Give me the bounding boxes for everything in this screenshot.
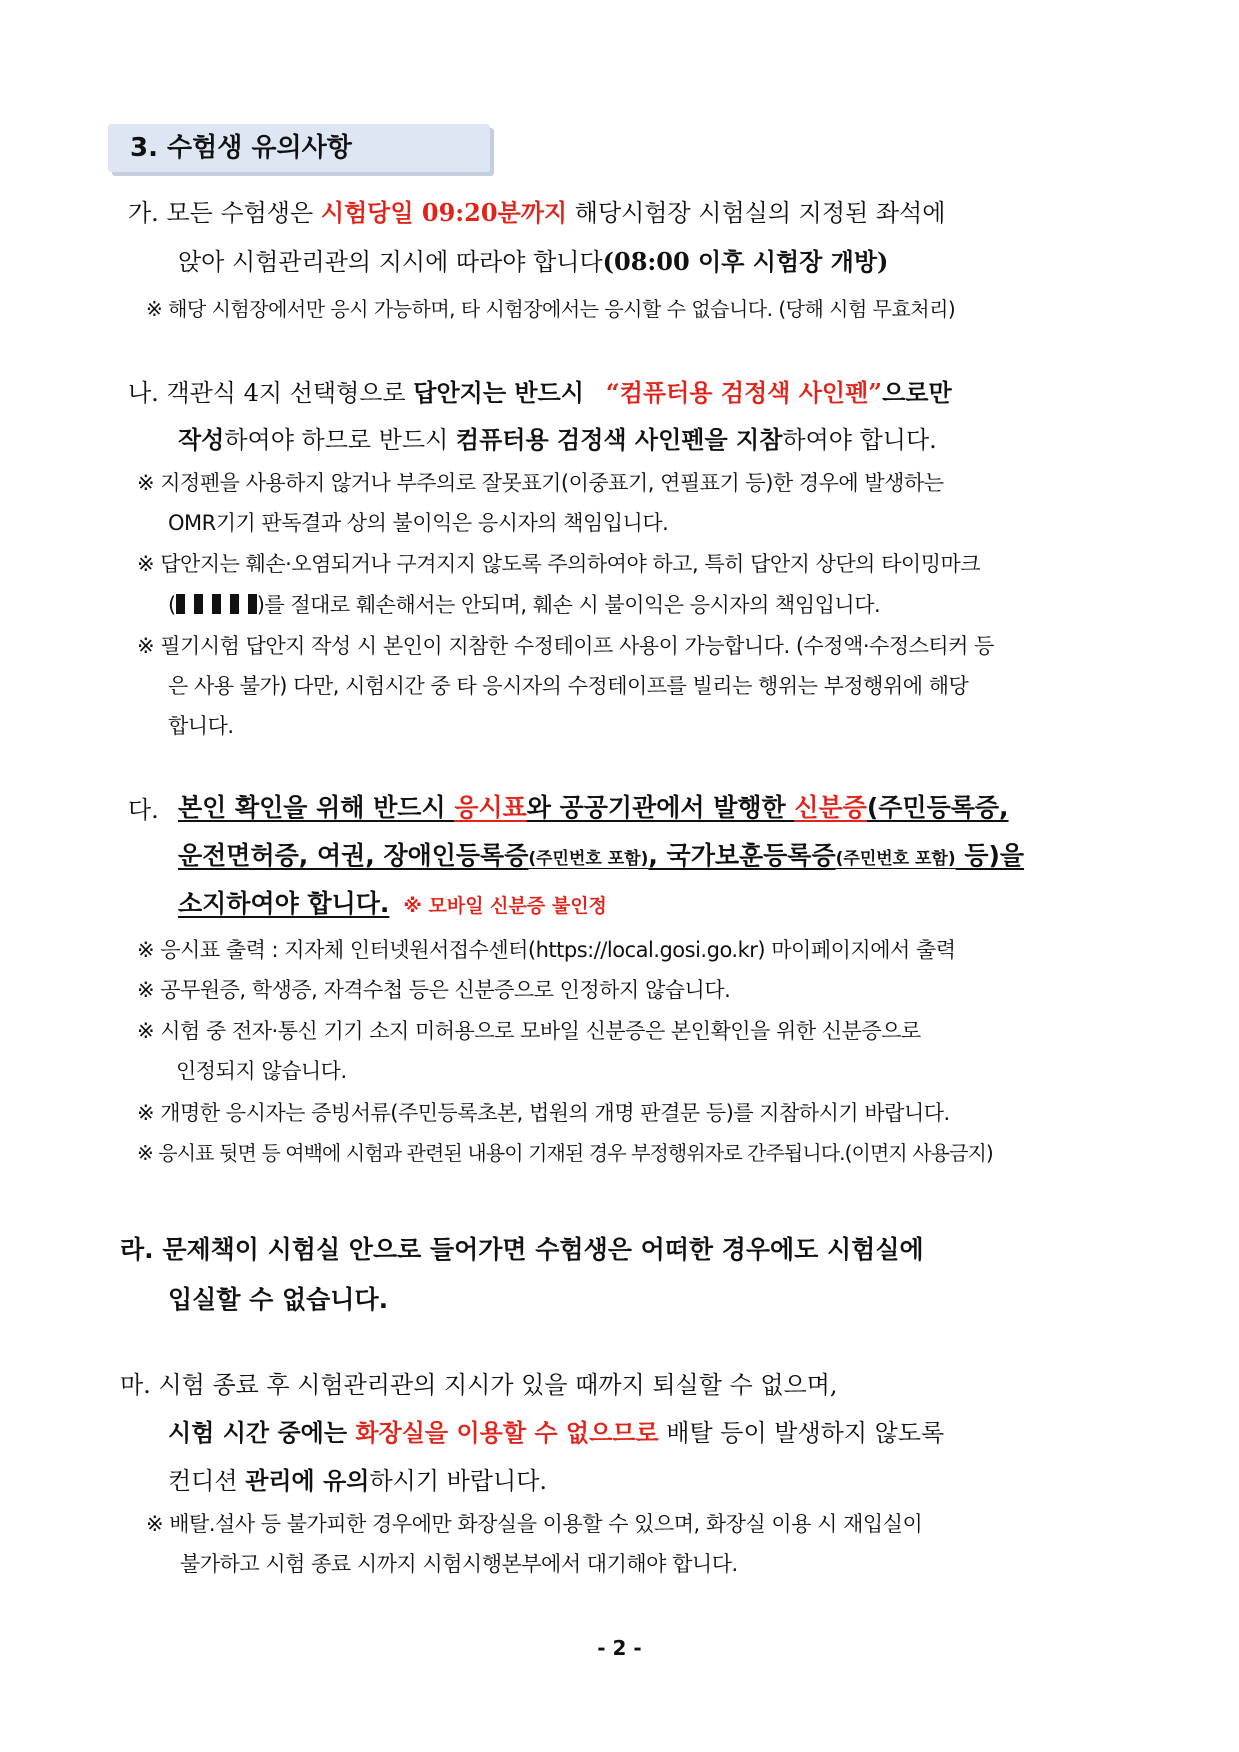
item-da-line3 [178, 884, 607, 920]
na-text-l2c: 컴퓨터용 검정색 사인펜을 지참 [455, 425, 783, 454]
item-na-line1 [128, 373, 952, 408]
ma-l3c: 하시기 바랍니다. [369, 1467, 548, 1495]
na-note2-line2 [168, 589, 880, 619]
na-text-b: 답안지는 반드시 [413, 378, 584, 407]
da-l2b: (주민번호 포함) [528, 849, 649, 869]
da-note4: ※ 개명한 응시자는 증빙서류(주민등록초본, 법원의 개명 판결문 등)를 지참하시기 바랍니다. [137, 1101, 950, 1125]
ga-deadline: 시험당일 09:20분까지 [320, 198, 568, 227]
ga-open-time: (08:00 이후 시험장 개방) [602, 247, 889, 276]
ga-text-l2a: 앉아 시험관리관의 지시에 따라야 합니다 [178, 248, 603, 276]
ma-l2a: 시험 시간 중에는 [168, 1418, 356, 1447]
item-ma-line1: 마. 시험 종료 후 시험관리관의 지시가 있을 때까지 퇴실할 수 없으며, [120, 1371, 838, 1399]
na-note3-line1: ※ 필기시험 답안지 작성 시 본인이 지참한 수정테이프 사용이 가능합니다. (수정액·수정스티커 등 [137, 634, 994, 658]
item-ma-line2 [168, 1413, 944, 1448]
ga-text-a: 가. 모든 수험생은 [128, 199, 321, 227]
na-text-l2a: 작성 [178, 425, 225, 454]
da-l3a: 소지하여야 합니다. [178, 889, 390, 918]
ga-note: ※ 해당 시험장에서만 응시 가능하며, 타 시험장에서는 응시할 수 없습니다. (당해 시험 무효처리) [146, 297, 956, 321]
item-ga-line1 [128, 193, 945, 228]
da-mobile-id-warning: ※ 모바일 신분증 불인정 [403, 895, 607, 917]
item-ra-line1: 라. 문제책이 시험실 안으로 들어가면 수험생은 어떠한 경우에도 시험실에 [120, 1235, 924, 1264]
da-text-a: 본인 확인을 위해 반드시 [178, 793, 455, 822]
item-ra-line2: 입실할 수 없습니다. [168, 1285, 389, 1314]
item-na-line2 [178, 420, 937, 455]
na-note3-line3: 합니다. [168, 714, 234, 738]
na-note2-line1: ※ 답안지는 훼손·오염되거나 구겨지지 않도록 주의하여야 하고, 특히 답안지 상단의 타이밍마크 [137, 552, 981, 576]
na-text-d: 으로만 [882, 378, 952, 407]
na-note3-line2: 은 사용 불가) 다만, 시험시간 중 타 응시자의 수정테이프를 빌리는 행위는 부정행위에 해당 [168, 674, 969, 698]
na-note1-line1: ※ 지정펜을 사용하지 않거나 부주의로 잘못표기(이중표기, 연필표기 등)한 경우에 발생하는 [137, 471, 944, 495]
ma-l3a: 컨디션 [168, 1467, 246, 1495]
da-note3-line1: ※ 시험 중 전자·통신 기기 소지 미허용으로 모바일 신분증은 본인확인을 위한 신분증으로 [137, 1019, 921, 1043]
item-ma-line3 [168, 1461, 547, 1496]
item-da-line2 [178, 836, 1024, 872]
ma-restroom-warning: 화장실을 이용할 수 없으므로 [355, 1418, 659, 1447]
da-note1: ※ 응시표 출력 : 지자체 인터넷원서접수센터(https://local.gosi.go.kr) 마이페이지에서 출력 [137, 938, 956, 962]
ma-note-line2: 불가하고 시험 종료 시까지 시험시행본부에서 대기해야 합니다. [180, 1552, 738, 1576]
item-da-line1 [178, 788, 1009, 824]
da-text-e: (주민등록증, [866, 793, 1009, 822]
da-note3-line2: 인정되지 않습니다. [176, 1059, 347, 1083]
da-l2c: , 국가보훈등록증 [648, 841, 836, 870]
na-text-l2b: 하여야 하므로 반드시 [224, 426, 456, 454]
da-admission-ticket: 응시표 [454, 793, 527, 822]
item-ga-line2 [178, 242, 888, 277]
da-prefix: 다. [128, 796, 159, 824]
da-note5: ※ 응시표 뒷면 등 여백에 시험과 관련된 내용이 기재된 경우 부정행위자로 간주됩니다.(이면지 사용금지) [137, 1141, 993, 1165]
da-id-card: 신분증 [794, 793, 867, 822]
section-title: 3. 수험생 유의사항 [108, 124, 490, 172]
na-text-l2d: 하여야 합니다. [782, 426, 937, 454]
da-l2d: (주민번호 포함) [835, 849, 956, 869]
timing-marks-icon [176, 594, 257, 619]
ma-l2c: 배탈 등이 발생하지 않도록 [658, 1419, 945, 1447]
page-number: - 2 - [597, 1636, 642, 1660]
na-note2-close: )를 절대로 훼손해서는 안되며, 훼손 시 불이익은 응시자의 책임입니다. [256, 593, 881, 617]
ga-text-c: 해당시험장 시험실의 지정된 좌석에 [567, 199, 946, 227]
na-text-a: 나. 객관식 4지 선택형으로 [128, 379, 414, 407]
na-note1-line2: OMR기기 판독결과 상의 불이익은 응시자의 책임입니다. [168, 511, 669, 535]
da-l2a: 운전면허증, 여권, 장애인등록증 [178, 841, 529, 870]
ma-l3b: 관리에 유의 [245, 1466, 370, 1495]
na-pen-type: “컴퓨터용 검정색 사인펜” [605, 378, 883, 407]
na-note2-open: ( [168, 593, 176, 617]
da-text-c: 와 공공기관에서 발행한 [526, 793, 795, 822]
ma-note-line1: ※ 배탈.설사 등 불가피한 경우에만 화장실을 이용할 수 있으며, 화장실 이용 시 재입실이 [146, 1512, 923, 1536]
da-note2: ※ 공무원증, 학생증, 자격수첩 등은 신분증으로 인정하지 않습니다. [137, 978, 731, 1002]
da-l2e: 등)을 [955, 841, 1025, 870]
